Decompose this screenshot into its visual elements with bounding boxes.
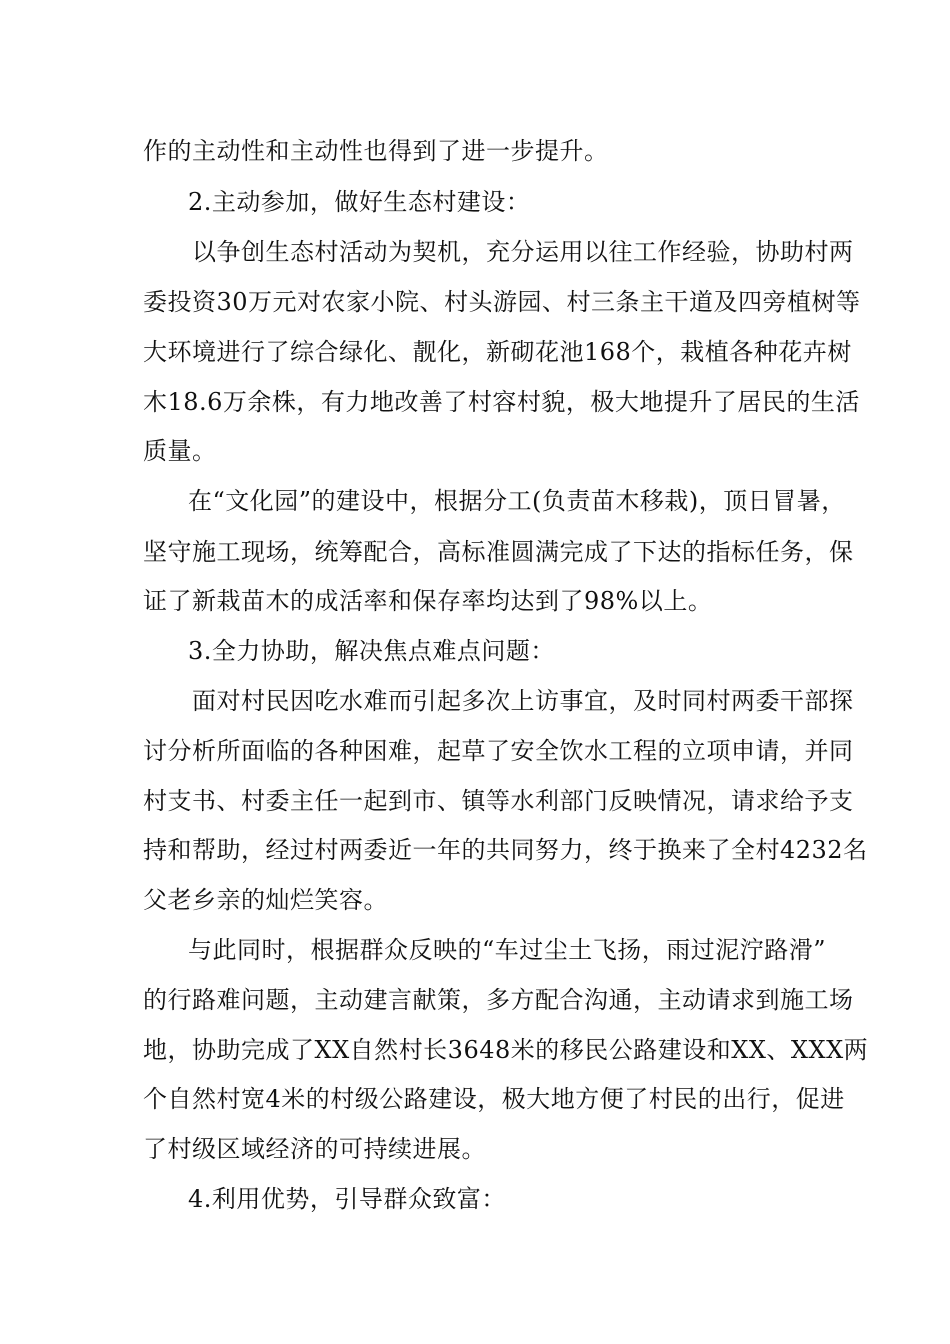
text-line-15: 持和帮助，经过村两委近一年的共同努力，终于换来了全村4232名 — [143, 836, 868, 864]
text-line-14: 村支书、村委主任一起到市、镇等水利部门反映情况，请求给予支 — [143, 787, 854, 815]
text-line-7: 质量。 — [143, 437, 217, 465]
text-line-3: 以争创生态村活动为契机，充分运用以往工作经验，协助村两 — [192, 238, 854, 266]
text-line-5: 大环境进行了综合绿化、靓化，新砌花池168个，栽植各种花卉树 — [143, 338, 852, 366]
section-heading-2: 2.主动参加，做好生态村建设： — [188, 188, 531, 216]
text-line-12: 面对村民因吃水难而引起多次上访事宜，及时同村两委干部探 — [192, 687, 854, 715]
text-line-1: 作的主动性和主动性也得到了进一步提升。 — [143, 137, 609, 165]
text-line-9: 坚守施工现场，统筹配合，高标准圆满完成了下达的指标任务，保 — [143, 538, 854, 566]
text-line-16: 父老乡亲的灿烂笑容。 — [143, 886, 388, 914]
text-line-13: 讨分析所面临的各种困难，起草了安全饮水工程的立项申请，并同 — [143, 737, 854, 765]
text-line-6: 木18.6万余株，有力地改善了村容村貌，极大地提升了居民的生活 — [143, 388, 860, 416]
text-line-21: 了村级区域经济的可持续进展。 — [143, 1135, 486, 1163]
section-heading-3: 3.全力协助，解决焦点难点问题： — [188, 637, 555, 665]
text-line-8: 在“文化园”的建设中，根据分工(负责苗木移栽)，顶日冒暑， — [188, 487, 846, 515]
text-line-10: 证了新栽苗木的成活率和保存率均达到了98%以上。 — [143, 587, 713, 615]
text-line-20: 个自然村宽4米的村级公路建设，极大地方便了村民的出行，促进 — [143, 1085, 845, 1113]
section-heading-4: 4.利用优势，引导群众致富： — [188, 1185, 506, 1213]
text-line-19: 地，协助完成了XX自然村长3648米的移民公路建设和XX、XXX两 — [143, 1036, 869, 1064]
text-line-18: 的行路难问题，主动建言献策，多方配合沟通，主动请求到施工场 — [143, 986, 854, 1014]
text-line-4: 委投资30万元对农家小院、村头游园、村三条主干道及四旁植树等 — [143, 288, 861, 316]
text-line-17: 与此同时，根据群众反映的“车过尘土飞扬，雨过泥泞路滑” — [188, 936, 827, 964]
